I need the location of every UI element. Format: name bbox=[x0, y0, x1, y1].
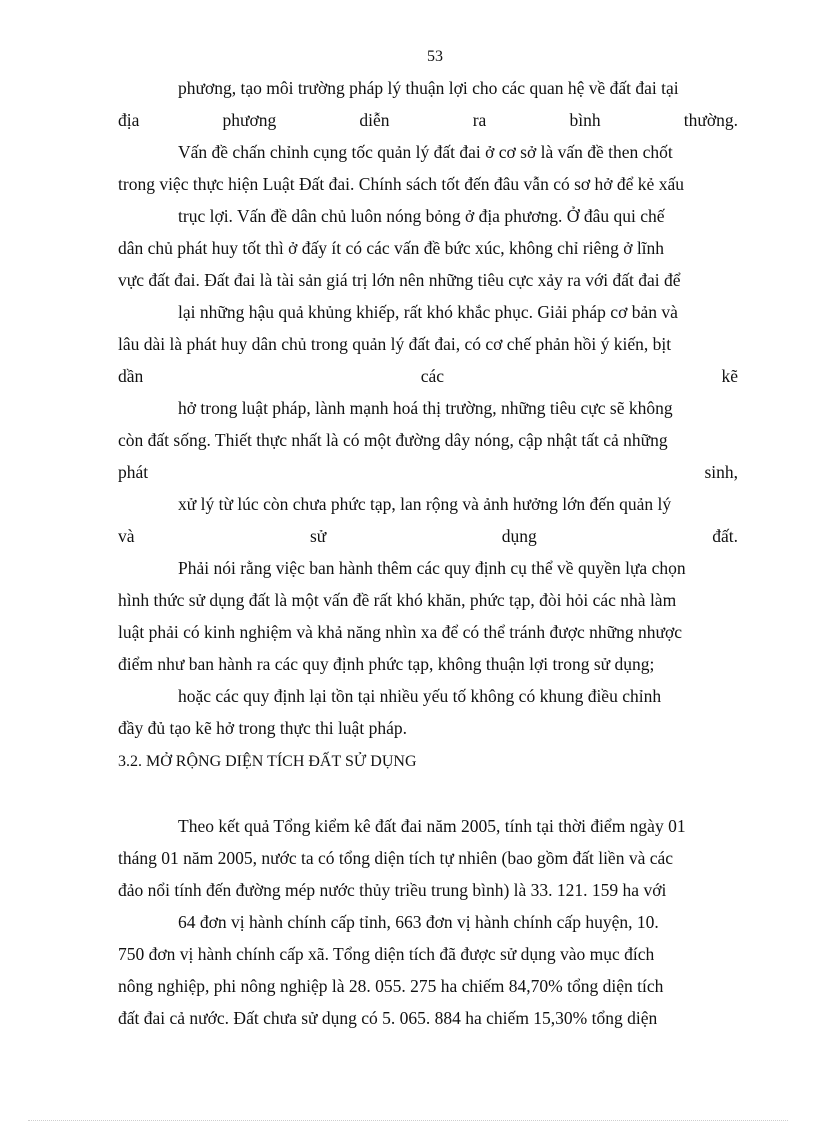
paragraph-line: Phải nói rằng việc ban hành thêm các quy định cụ thể về quyền lựa chọn bbox=[178, 558, 686, 578]
word: sử bbox=[310, 526, 327, 546]
word: thường. bbox=[683, 110, 738, 130]
paragraph-line: hở trong luật pháp, lành mạnh hoá thị trường, những tiêu cực sẽ không bbox=[178, 398, 673, 418]
paragraph-line: lâu dài là phát huy dân chủ trong quản lý đất đai, có cơ chế phản hồi ý kiến, bịt bbox=[118, 334, 672, 354]
paragraph-line: đầy đủ tạo kẽ hở trong thực thi luật pháp. bbox=[118, 718, 407, 738]
page-number: 53 bbox=[427, 48, 443, 65]
paragraph-line: phương, tạo môi trường pháp lý thuận lợi cho các quan hệ về đất đai tại bbox=[178, 78, 679, 98]
paragraph-line: đất đai cả nước. Đất chưa sử dụng có 5. 065. 884 ha chiếm 15,30% tổng diện bbox=[118, 1008, 658, 1028]
paragraph-line: Theo kết quả Tổng kiểm kê đất đai năm 2005, tính tại thời điểm ngày 01 bbox=[178, 816, 686, 836]
word: đất. bbox=[712, 526, 738, 546]
paragraph-line: lại những hậu quả khủng khiếp, rất khó khắc phục. Giải pháp cơ bản và bbox=[178, 302, 678, 322]
word: và bbox=[118, 526, 135, 546]
paragraph-line-justified bbox=[118, 462, 738, 482]
paragraph-line: dân chủ phát huy tốt thì ở đấy ít có các vấn đề bức xúc, không chỉ riêng ở lĩnh bbox=[118, 238, 665, 258]
paragraph-line: Vấn đề chấn chỉnh cụng tốc quản lý đất đai ở cơ sở là vấn đề then chốt bbox=[178, 142, 673, 162]
paragraph-line: điểm như ban hành ra các quy định phức tạp, không thuận lợi trong sử dụng; bbox=[118, 654, 655, 674]
paragraph-line: 64 đơn vị hành chính cấp tỉnh, 663 đơn vị hành chính cấp huyện, 10. bbox=[178, 912, 659, 932]
word: phương bbox=[222, 110, 277, 130]
word: phát bbox=[118, 462, 149, 482]
paragraph-line: xử lý từ lúc còn chưa phức tạp, lan rộng và ảnh hưởng lớn đến quản lý bbox=[178, 494, 672, 514]
word: diễn bbox=[359, 110, 390, 130]
paragraph-line: luật phải có kinh nghiệm và khả năng nhìn xa để có thể tránh được những nhược bbox=[118, 622, 683, 642]
paragraph-line: hoặc các quy định lại tồn tại nhiều yếu tố không có khung điều chỉnh bbox=[178, 686, 662, 706]
paragraph-line: trong việc thực hiện Luật Đất đai. Chính sách tốt đến đâu vẫn có sơ hở để kẻ xấu bbox=[118, 174, 684, 194]
word: địa bbox=[118, 110, 140, 130]
paragraph-line-justified bbox=[118, 366, 738, 386]
paragraph-line: hình thức sử dụng đất là một vấn đề rất khó khăn, phức tạp, đòi hỏi các nhà làm bbox=[118, 590, 677, 610]
paragraph-line: trục lợi. Vấn đề dân chủ luôn nóng bỏng ở địa phương. Ở đâu qui chế bbox=[178, 206, 665, 226]
paragraph-line: đảo nổi tính đến đường mép nước thủy triều trung bình) là 33. 121. 159 ha với bbox=[118, 880, 667, 900]
paragraph-line: tháng 01 năm 2005, nước ta có tổng diện tích tự nhiên (bao gồm đất liền và các bbox=[118, 848, 674, 868]
paragraph-line-justified bbox=[118, 526, 738, 546]
section-heading: 3.2. MỞ RỘNG DIỆN TÍCH ĐẤT SỬ DỤNG bbox=[118, 753, 417, 770]
word: ra bbox=[472, 110, 487, 130]
paragraph-line-justified bbox=[118, 110, 738, 130]
word: bình bbox=[569, 110, 601, 130]
word: sinh, bbox=[704, 462, 738, 482]
page-bottom-rule bbox=[28, 1120, 788, 1121]
word: dần bbox=[118, 366, 144, 386]
word: các bbox=[420, 366, 445, 386]
paragraph-line: nông nghiệp, phi nông nghiệp là 28. 055. 275 ha chiếm 84,70% tổng diện tích bbox=[118, 976, 664, 996]
word: dụng bbox=[501, 526, 537, 546]
paragraph-line: 750 đơn vị hành chính cấp xã. Tổng diện tích đã được sử dụng vào mục đích bbox=[118, 944, 655, 964]
word: kẽ bbox=[721, 366, 738, 386]
paragraph-line: vực đất đai. Đất đai là tài sản giá trị lớn nên những tiêu cực xảy ra với đất đai để bbox=[118, 270, 681, 290]
paragraph-line: còn đất sống. Thiết thực nhất là có một đường dây nóng, cập nhật tất cả những bbox=[118, 430, 668, 450]
